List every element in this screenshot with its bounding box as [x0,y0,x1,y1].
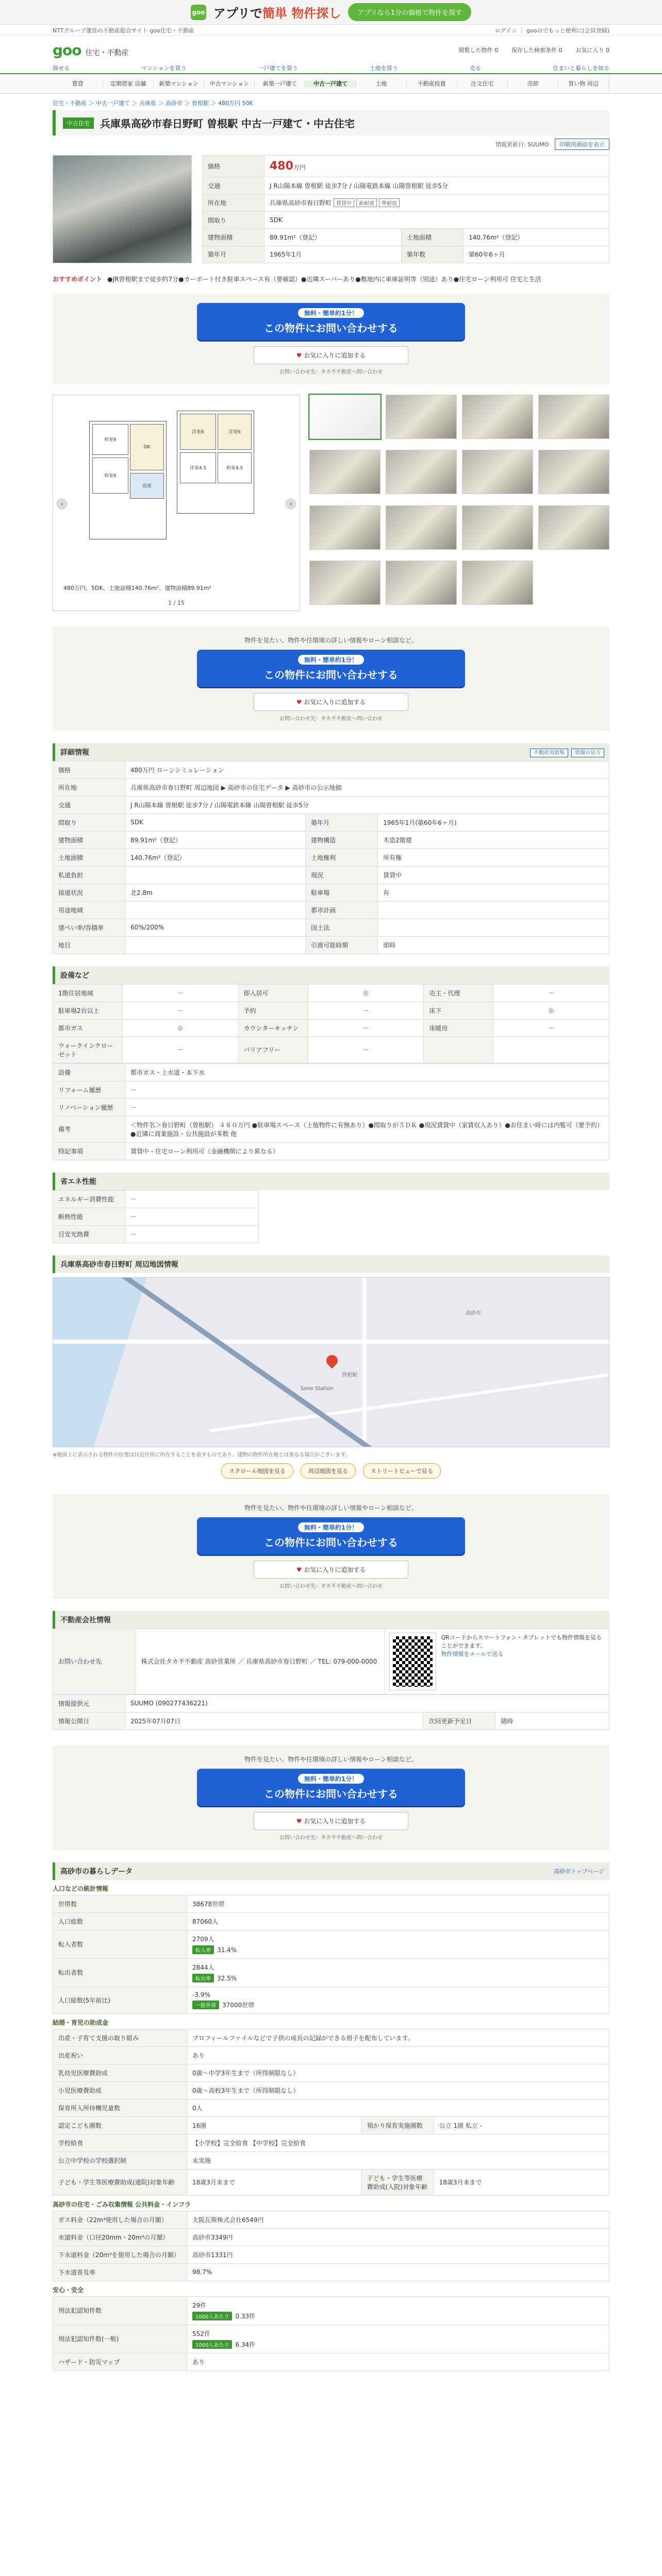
gallery-thumbnail[interactable] [386,505,457,550]
table-row: 情報提供元 SUUMO (090277436221) [53,1694,609,1712]
table-row: リノベーション履歴 － [53,1098,609,1116]
details-heading: 詳細情報 不動産用語集 情報の見方 [53,743,609,761]
scroll-map-button[interactable]: スクロール地図を見る [221,1463,293,1479]
gnav-item-6[interactable]: 土地 [356,80,407,87]
table-row: 建ぺい率/容積率 60%/200% 国土法 [53,919,609,936]
table-row: 所在地 兵庫県高砂市春日野町 周辺地図 ▶ 高砂市の住宅データ ▶ 高砂市の公示地価 [53,778,609,796]
logo[interactable]: goo 住宅・不動産 [53,41,129,59]
details-table [53,761,609,954]
table-row: 下水道普及率 98.7% [53,2263,609,2281]
gnav-item-9[interactable]: 売却 [508,80,558,87]
add-favorite-button[interactable]: ♥ お気に入りに追加する [254,346,408,364]
table-row: 情報公開日 2025年07月07日 次回更新予定日 随時 [53,1712,609,1730]
heart-icon: ♥ [296,1566,304,1573]
table-row: 転出者数 2844人 転出率 32.5% [53,1958,609,1987]
summary [53,155,609,263]
map-buttons [53,1463,609,1479]
table-row: 地目 引渡可能時期 即時 [53,936,609,954]
gnav-item-2[interactable]: 新築マンション [154,80,204,87]
map-note: ※地図上に表示される物件の位置は付近住所に所在することを表すものであり、建物の物件所在地とは異なる場合がございます。 [53,1452,351,1458]
gallery-thumbnail[interactable] [309,561,380,605]
qr-code [390,1633,436,1690]
table-row: 用途地域 都市計画 [53,901,609,919]
energy-heading: 省エネ性能 [53,1173,609,1190]
table-row: 刑法犯認知件数 29件 1000人あたり 0.33件 [53,2296,609,2325]
city-top-link[interactable]: 高砂市トップページ [553,1868,604,1875]
table-row: 保育所入所待機児童数 0人 [53,2099,609,2116]
heart-icon: ♥ [296,351,304,359]
floor-plan-1f: 和室6 DK 和室6 浴室 [89,421,167,539]
facilities-grid [53,984,609,1063]
inquiry-button-3[interactable]: 無料・簡単約1分！ この物件にお問い合わせする [197,1517,465,1554]
email-link[interactable]: 物件情報をメールで送る [441,1650,504,1657]
table-row: 1階住居地域 － 即入居可 ◎ 売主・代理 － [53,984,609,1002]
gnav-item-5[interactable]: 中古一戸建て [305,80,356,87]
table-row: 価格 480万円 ローンシミュレーション [53,761,609,778]
main-photo[interactable] [53,155,192,263]
price-value: 480 [270,160,293,173]
table-row: 特記事項 賃貸中 - 住宅ローン利用可（金融機関により異なる） [53,1142,609,1160]
table-row: 駐車場2台以上 － 予約 － 床下 ◎ [53,1002,609,1019]
gallery-thumbnail[interactable] [386,395,457,439]
gallery-thumbnail[interactable] [462,505,533,550]
inquiry-button-2[interactable]: 無料・簡単約1分！ この物件にお問い合わせする [197,650,465,687]
summary-row: 交通 J R山陽本線 曽根駅 徒歩7分 / 山陽電鉄本線 山陽曽根駅 徒歩5分 [203,177,609,194]
status-badge: 新耐震 [356,198,377,207]
app-banner-headline: アプリで簡単 物件探し [213,6,341,21]
gallery-main-image[interactable] [53,395,300,611]
gnav-item-4[interactable]: 新築一戸建て [255,80,305,87]
add-favorite-button-3[interactable]: ♥ お気に入りに追加する [254,1561,408,1579]
city-group-title: 安心・安全 [53,2286,84,2294]
surrounding-map-button[interactable]: 周辺地図を見る [301,1463,356,1479]
subnav-link-5[interactable]: 住まいと暮らしを知る [552,65,609,72]
gallery-thumbnail[interactable] [538,505,609,550]
global-nav [0,73,662,94]
summary-row: 所在地 兵庫県高砂市春日野町 賃貸中 新耐震 準耐震 [203,194,609,211]
page-title: 兵庫県高砂市春日野町 曽根駅 中古一戸建て・中古住宅 [100,117,355,130]
table-row: ハザード・防災マップ あり [53,2353,609,2370]
status-badge: 準耐震 [379,198,400,207]
app-banner[interactable] [0,0,662,25]
table-row: 建物面積 89.91m²（登記） 建物構造 木造2階建 [53,831,609,849]
heart-icon: ♥ [296,1817,304,1825]
table-row: 乳幼児医療費助成 0歳〜中学3年生まで（所得制限なし） [53,2064,609,2081]
table-row: 人口総数 87060人 [53,1912,609,1930]
city-table [53,2211,609,2281]
property-pin-icon[interactable] [324,1352,340,1368]
cta-section-3: 物件を見たい、物件や住環境の詳しい情報やローン相談など。 無料・簡単約1分！ この物件にお問い合わせする ♥ お気に入りに追加する お問い合わせ先：タカ不不動産へ問い合わせ [53,1494,609,1599]
page-title-bar [53,110,609,135]
print-button[interactable]: 印刷用画面を表示 [555,139,609,150]
cta-section-2: 物件を見たい、物件や住環境の詳しい情報やローン相談など。 無料・簡単約1分！ この物件にお問い合わせする ♥ お気に入りに追加する お問い合わせ先：タカ不不動産へ問い合わせ [53,626,609,731]
gnav-item-0[interactable]: 賃貸 [53,80,103,87]
subnav-link-3[interactable]: 土地を買う [369,65,398,72]
gallery-thumbnail[interactable] [462,561,533,605]
gallery-caption: 480万円、5DK、土地面積140.76m²、建物面積89.91m² [63,584,211,591]
table-row: リフォーム履歴 － [53,1081,609,1098]
inquiry-contact: お問い合わせ先：タカ不不動産へ問い合わせ [279,369,383,375]
gallery-counter: 1 / 15 [168,599,185,606]
gallery-next-button[interactable]: › [285,498,296,510]
subnav-link-4[interactable]: 売る [469,65,481,72]
site-header [0,36,662,64]
app-download-button[interactable]: アプリなら1分の価格で物件を探す [348,3,471,21]
how-to-read-button[interactable]: 情報の見方 [571,749,604,757]
subnav-link-2[interactable]: 一戸建てを買う [258,65,298,72]
gallery-thumbnail[interactable] [462,450,533,494]
table-row: 断熱性能 － [53,1208,259,1225]
table-row: 刑法犯認知件数(一般) 552件 1000人あたり 6.34件 [53,2325,609,2353]
summary-row: 建物面積 89.91m²（登記） 土地面積 140.76m²（登記） [203,229,609,246]
city-group-title: 結婚・育児の助成金 [53,2019,109,2026]
table-row: 間取り 5DK 築年月 1965年1月(築60年6ヶ月) [53,814,609,831]
city-data [53,1880,609,2371]
header-links [459,46,610,54]
area-map[interactable]: 曽根駅 高砂市 Sone Station [53,1277,609,1447]
table-row: エネルギー消費性能 － [53,1190,259,1208]
status-badge: 賃貸中 [334,198,354,207]
table-row: 交通 J R山陽本線 曽根駅 徒歩7分 / 山陽電鉄本線 山陽曽根駅 徒歩5分 [53,796,609,814]
gallery-thumbnail[interactable] [386,450,457,494]
floor-plan-2f: 洋室6 洋室6 洋室4.5 和室4.5 [177,411,254,514]
header-link-1[interactable]: 保存した検索条件 0 [511,47,562,54]
sub-nav [0,64,662,73]
inquiry-button-4[interactable]: 無料・簡単約1分！ この物件にお問い合わせする [197,1769,465,1806]
heart-icon: ♥ [296,698,304,706]
gnav-item-1[interactable]: 定期借家 店舗 [103,80,154,87]
gnav-item-8[interactable]: 注文住宅 [457,80,508,87]
energy-table [53,1190,259,1243]
table-row: 学校給食 【小学校】完全給食 【中学校】完全給食 [53,2134,609,2151]
facilities-table [53,1063,609,1160]
city-heading: 高砂市の暮らしデータ 高砂市トップページ [53,1862,609,1880]
subnav-link-1[interactable]: マンションを買う [141,65,187,72]
utility-bar [0,25,662,36]
table-row: 小児医療費助成 0歳〜高校3年生まで（所得制限なし） [53,2081,609,2099]
gallery-thumbnail[interactable] [309,395,380,439]
goo-app-icon: goo [191,5,206,20]
agent-contact: 株式会社タカ不不動産 高砂営業所 ／ 兵庫県高砂市春日野町 ／ TEL: 079-000-0000 [136,1629,384,1694]
city-group-title: 人口などの統計情報 [53,1885,109,1892]
gnav-item-7[interactable]: 不動産投資 [407,80,457,87]
summary-row: 間取り 5DK [203,211,609,228]
breadcrumb[interactable]: 住宅・不動産 ＞ 中古一戸建て ＞ 兵庫県 ＞ 高砂市 ＞ 曽根駅 ＞ 480万円 50K [53,100,253,107]
summary-row: 価格 480万円 [203,156,609,177]
gallery-prev-button[interactable]: ‹ [56,498,68,510]
summary-table [202,155,609,263]
agent-heading: 不動産会社情報 [53,1611,609,1629]
table-row: 子ども・学生等医療費助成(通院)対象年齢 18歳3月末まで 子ども・学生等医療費助成(入院)対象年齢 18歳3月末まで [53,2169,609,2195]
gallery-thumbnail[interactable] [386,561,457,605]
table-row: 公立中学校の学校選択制 未実施 [53,2151,609,2169]
table-row: 接道状況 北2.8m 駐車場 有 [53,884,609,901]
agent-table: お問い合わせ先 株式会社タカ不不動産 高砂営業所 ／ 兵庫県高砂市春日野町 ／ TEL: 079-000-0000 QRコードからスマートフォン・タブレットでも物件情報を見ることができます。 物件情報をメールで送る [53,1629,609,1694]
table-row: 水道料金（口径20mm・20m³の月額） 高砂市3349円 [53,2228,609,2246]
glossary-button[interactable]: 不動産用語集 [530,749,568,757]
gallery-thumbnail[interactable] [309,450,380,494]
table-row: 私道負担 現況 賃貸中 [53,866,609,884]
table-row: 転入者数 2709人 転入率 31.4% [53,1930,609,1958]
login-link[interactable]: ログイン ｜ gooのでもっと便利に(会員登録) [494,27,609,34]
city-table [53,1895,609,2014]
table-row: 備考 ＜物件名＞春日野町（曽根駅） ４８０万円 ●駐車場スペース（上他物件に有無あり）●間取りが５ＤＫ ●現況賃貸中（家賃収入あり）●お住まい時には内覧可（要予約）●近隣に商業施設・公共施設が多数 他 [53,1116,609,1142]
table-row: 出産・子育て支援の取り組み プロフィールファイルなどで子供の成長の記録ができる冊子を配布しています。 [53,2029,609,2046]
subnav-link-0[interactable]: 探せる [53,65,70,72]
table-row: 認定こども園数 16園 預かり保育実施園数 公立 1園 私立 - [53,2116,609,2134]
cta-section-1 [53,294,609,384]
update-info: 情報更新日: SUUMO 印刷用画面を表示 [53,135,609,153]
street-view-button[interactable]: ストリートビューで見る [363,1463,441,1479]
site-tagline: NTTグループ運営の不動産総合サイト goo住宅・不動産 [53,27,194,34]
table-row: 設備 都市ガス・上水道・本下水 [53,1063,609,1081]
table-row: 世帯数 38678世帯 [53,1895,609,1912]
gallery-thumbnail[interactable] [538,450,609,494]
table-row: 都市ガス ◎ カウンターキッチン － 床暖房 － [53,1019,609,1037]
table-row: ガス料金（22m³使用した場合の月額） 大阪瓦斯株式会社6549円 [53,2211,609,2228]
header-link-2[interactable]: お気に入り 0 [575,47,609,54]
table-row: 下水道料金（20m³を使用した場合の月額） 高砂市1331円 [53,2246,609,2263]
map-heading: 兵庫県高砂市春日野町 周辺地図情報 [53,1256,609,1273]
gallery-thumbnail[interactable] [538,395,609,439]
table-row: 土地面積 140.76m²（登記） 土地権利 所有権 [53,849,609,866]
facilities-heading: 設備など [53,967,609,984]
add-favorite-button-2[interactable]: ♥ お気に入りに追加する [254,693,408,711]
property-type-badge: 中古住宅 [63,117,94,129]
gallery-thumbnail[interactable] [462,395,533,439]
header-link-0[interactable]: 閲覧した物件 0 [458,47,498,54]
table-row: 目安光熱費 － [53,1225,259,1243]
gallery-thumbnail[interactable] [309,505,380,550]
inquiry-button[interactable]: 無料・簡単約1分！ この物件にお問い合わせする [197,303,465,340]
gnav-item-10[interactable]: 買い物 周辺 [558,80,609,87]
city-group-title: 高砂市の住宅・ごみ収集情報 公共料金・インフラ [53,2200,191,2208]
table-row: 出産祝い あり [53,2046,609,2064]
cta-section-4: 物件を見たい、物件や住環境の詳しい情報やローン相談など。 無料・簡単約1分！ この物件にお問い合わせする ♥ お気に入りに追加する お問い合わせ先：タカ不不動産へ問い合わせ [53,1745,609,1850]
gallery-thumbnails [309,395,609,611]
city-table [53,2029,609,2196]
recommend-points: おすすめポイント ●JR曽根駅まで徒歩約7分●カーポート付き駐車スペース有（要確認）●近隣スーパーあり●敷地内に車庫証明等（別途）あり●住宅ローン利用可 住宅と生活 [53,276,541,283]
summary-row: 築年月 1965年1月 築年数 築60年6ヶ月 [203,246,609,263]
agent-meta-table [53,1694,609,1730]
add-favorite-button-4[interactable]: ♥ お気に入りに追加する [254,1812,408,1830]
photo-gallery [53,395,609,611]
table-row: 人口総数(5年前比) -3.9% 一般世帯 37000世帯 [53,1987,609,2013]
city-table [53,2296,609,2371]
gnav-item-3[interactable]: 中古マンション [204,80,255,87]
table-row: ウォークインクローゼット － バリアフリー － [53,1037,609,1063]
